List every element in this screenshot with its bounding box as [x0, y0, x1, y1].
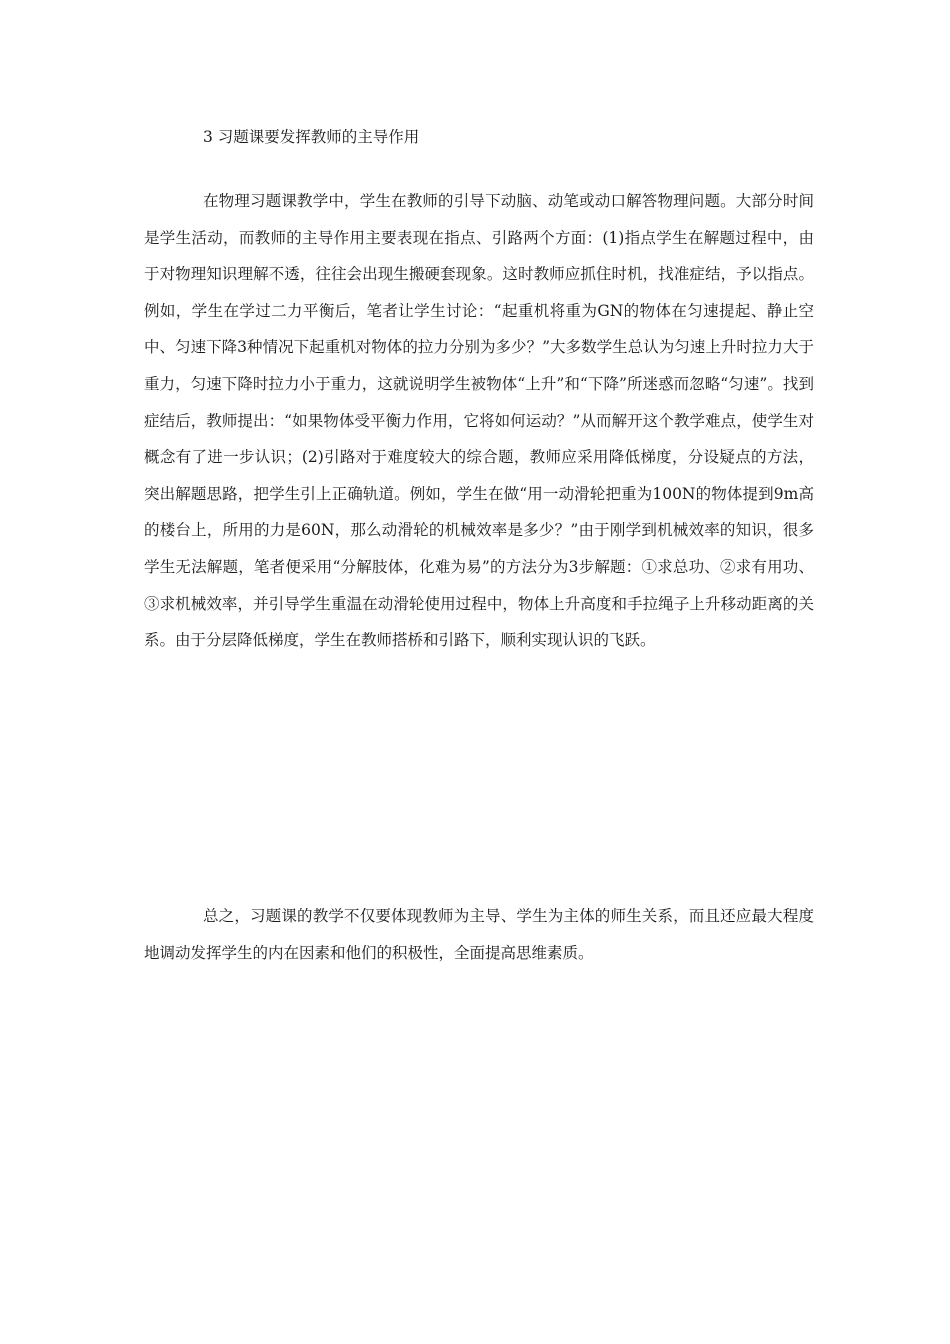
body-paragraph-2: 总之，习题课的教学不仅要体现教师为主导、学生为主体的师生关系，而且还应最大程度地调动发挥学生的内在因素和他们的积极性，全面提高思维素质。 [144, 907, 814, 962]
section-heading: 3 习题课要发挥教师的主导作用 [203, 128, 420, 146]
body-paragraph-1: 在物理习题课教学中，学生在教师的引导下动脑、动笔或动口解答物理问题。大部分时间是学生活动，而教师的主导作用主要表现在指点、引路两个方面：(1)指点学生在解题过程中，由于对物理知识理解不透，往往会出现生搬硬套现象。这时教师应抓住时机，找准症结，予以指点。例如，学生在学过二力平衡后，笔者让学生讨论：“起重机将重为GN的物体在匀速提起、静止空中、匀速下降3种情况下起重机对物体的拉力分别为多少？”大多数学生总认为匀速上升时拉力大于重力，匀速下降时拉力小于重力，这就说明学生被物体“上升”和“下降”所迷惑而忽略“匀速”。找到症结后，教师提出：“如果物体受平衡力作用，它将如何运动？”从而解开这个教学难点，使学生对概念有了进一步认识；(2)引路对于难度较大的综合题，教师应采用降低梯度，分设疑点的方法，突出解题思路，把学生引上正确轨道。例如，学生在做“用一动滑轮把重为100N的物体提到9m高的楼台上，所用的力是60N，那么动滑轮的机械效率是多少？”由于刚学到机械效率的知识，很多学生无法解题，笔者便采用“分解肢体，化难为易”的方法分为3步解题：①求总功、②求有用功、③求机械效率，并引导学生重温在动滑轮使用过程中，物体上升高度和手拉绳子上升移动距离的关系。由于分层降低梯度，学生在教师搭桥和引路下，顺利实现认识的飞跃。 [144, 192, 814, 650]
